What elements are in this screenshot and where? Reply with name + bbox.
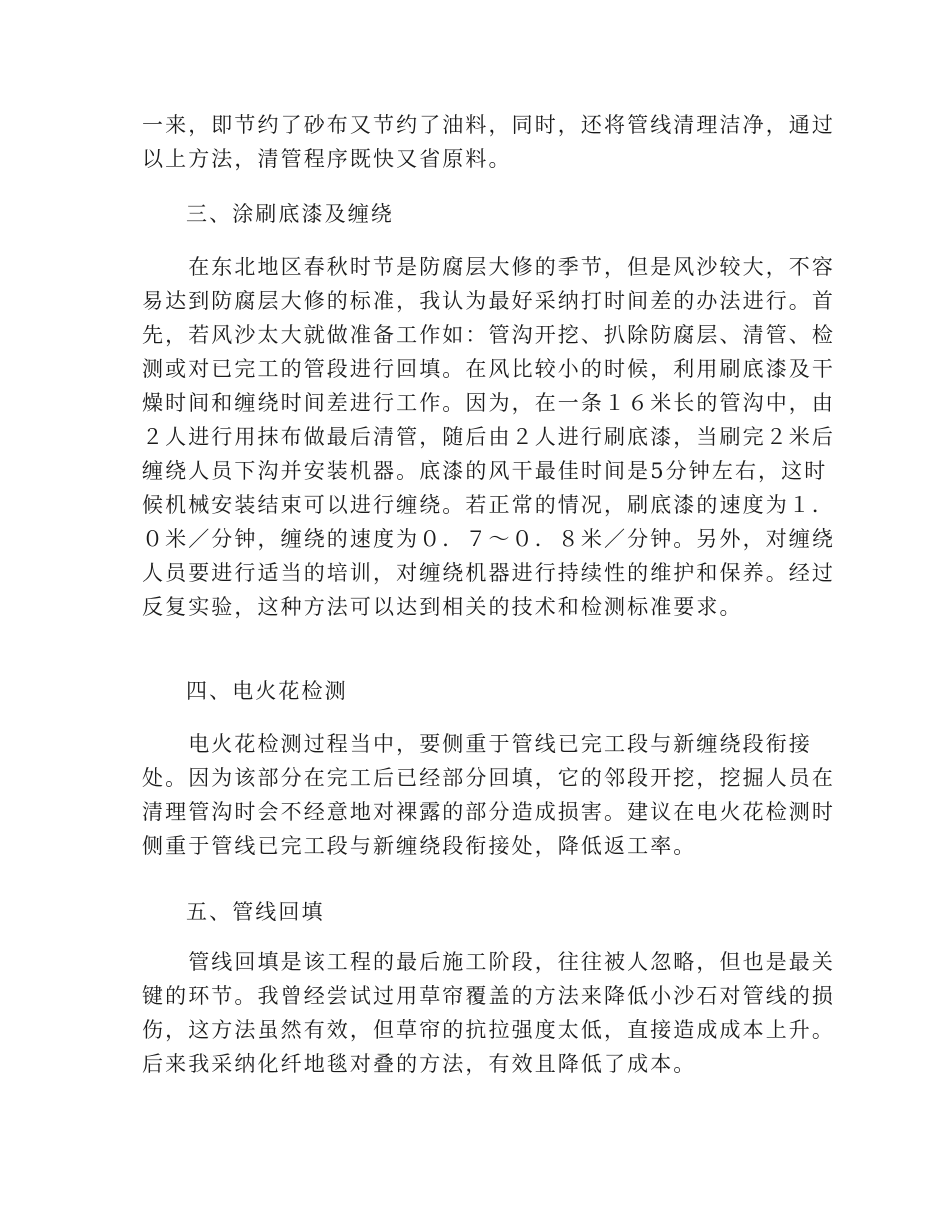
text-line: 易达到防腐层大修的标准，我认为最好采纳打时间差的办法进行。首 [142,289,835,313]
text-line: 伤，这方法虽然有效，但草帘的抗拉强度太低，直接造成成本上升。 [142,1018,835,1042]
section-heading-4: 四、电火花检测 [186,679,348,703]
text-line: ２人进行用抹布做最后清管，随后由２人进行刷底漆，当刷完２米后 [142,425,835,449]
text-line: ０米／分钟，缠绕的速度为０．７～０．８米／分钟。另外，对缠绕 [142,527,835,551]
paragraph-intro [142,108,835,176]
paragraph-section-4 [142,727,835,863]
text-line: 电火花检测过程当中，要侧重于管线已完工段与新缠绕段衔接 [142,732,812,756]
text-line: 以上方法，清管程序既快又省原料。 [142,147,512,171]
text-line: 先，若风沙太大就做准备工作如：管沟开挖、扒除防腐层、清管、检 [142,323,835,347]
section-heading-3: 三、涂刷底漆及缠绕 [186,202,394,226]
text-line: 人员要进行适当的培训，对缠绕机器进行持续性的维护和保养。经过 [142,561,835,585]
text-line: 后来我采纳化纤地毯对叠的方法，有效且降低了成本。 [142,1052,697,1076]
text-line: 在东北地区春秋时节是防腐层大修的季节，但是风沙较大，不容 [142,255,835,279]
text-line: 处。因为该部分在完工后已经部分回填，它的邻段开挖，挖掘人员在 [142,766,835,790]
paragraph-section-5 [142,945,835,1081]
text-line: 测或对已完工的管段进行回填。在风比较小的时候，利用刷底漆及干 [142,357,835,381]
text-line: 燥时间和缠绕时间差进行工作。因为，在一条１６米长的管沟中，由 [142,391,835,415]
text-line: 一来，即节约了砂布又节约了油料，同时，还将管线清理洁净，通过 [142,113,835,137]
text-line: 清理管沟时会不经意地对裸露的部分造成损害。建议在电火花检测时 [142,800,835,824]
text-line: 候机械安装结束可以进行缠绕。若正常的情况，刷底漆的速度为１． [142,493,835,517]
text-line: 侧重于管线已完工段与新缠绕段衔接处，降低返工率。 [142,834,697,858]
text-line: 管线回填是该工程的最后施工阶段，往往被人忽略，但也是最关 [142,950,835,974]
text-line: 反复实验，这种方法可以达到相关的技术和检测标准要求。 [142,595,743,619]
section-heading-5: 五、管线回填 [186,900,325,924]
text-line: 键的环节。我曾经尝试过用草帘覆盖的方法来降低小沙石对管线的损 [142,984,835,1008]
text-line: 缠绕人员下沟并安装机器。底漆的风干最佳时间是5分钟左右，这时 [142,459,828,483]
paragraph-section-3 [142,250,835,624]
